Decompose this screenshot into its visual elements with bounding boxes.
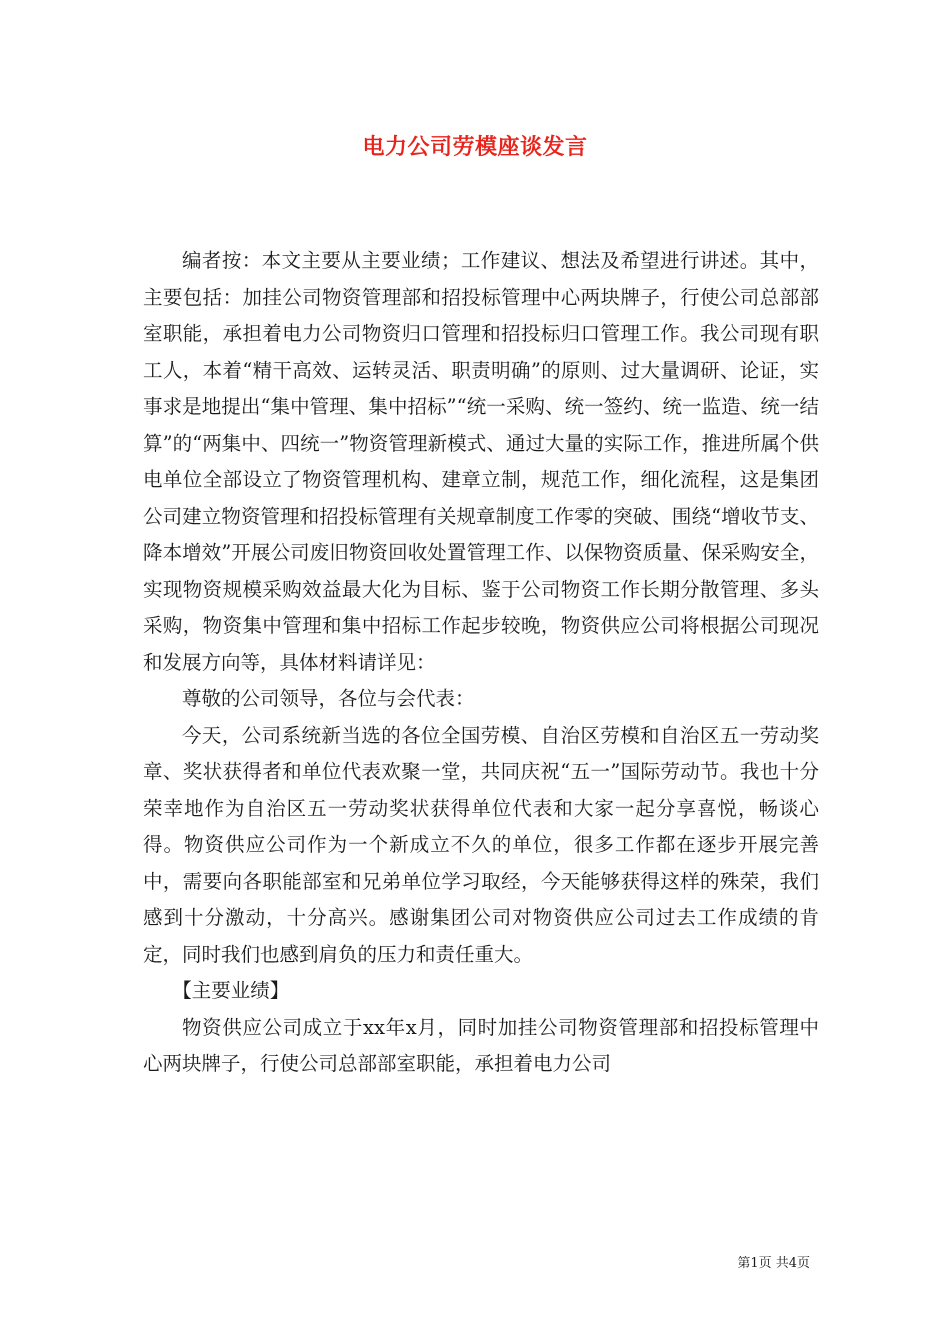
paragraph-opening: 今天，公司系统新当选的各位全国劳模、自治区劳模和自治区五一劳动奖章、奖状获得者和单位代表欢聚一堂，共同庆祝“五一”国际劳动节。我也十分荣幸地作为自治区五一劳动奖状获得单位代表和大家一起分享喜悦，畅谈心得。物资供应公司作为一个新成立不久的单位，很多工作都在逐步开展完善中，需要向各职能部室和兄弟单位学习取经，今天能够获得这样的殊荣，我们感到十分激动，十分高兴。感谢集团公司对物资供应公司过去工作成绩的肯定，同时我们也感到肩负的压力和责任重大。 xyxy=(143,723,819,966)
section-heading-main-achievements: 【主要业绩】 xyxy=(172,979,290,1002)
page-number: 第1页 共4页 xyxy=(737,1256,810,1271)
document-title: 电力公司劳模座谈发言 xyxy=(362,134,588,160)
paragraph-company-intro: 物资供应公司成立于xx年x月，同时加挂公司物资管理部和招投标管理中心两块牌子，行使公司总部部室职能，承担着电力公司 xyxy=(143,1015,819,1075)
paragraph-editor-note: 编者按：本文主要从主要业绩；工作建议、想法及希望进行讲述。其中，主要包括：加挂公司物资管理部和招投标管理中心两块牌子，行使公司总部部室职能，承担着电力公司物资归口管理和招投标归口管理工作。我公司现有职工人，本着“精干高效、运转灵活、职责明确”的原则、过大量调研、论证，实事求是地提出“集中管理、集中招标”“统一采购、统一签约、统一监造、统一结算”的“两集中、四统一”物资管理新模式、通过大量的实际工作，推进所属个供电单位全部设立了物资管理机构、建章立制，规范工作，细化流程，这是集团公司建立物资管理和招投标管理有关规章制度工作零的突破、围绕“增收节支、降本增效”开展公司废旧物资回收处置管理工作、以保物资质量、保采购安全，实现物资规模采购效益最大化为目标、鉴于公司物资工作长期分散管理、多头采购，物资集中管理和集中招标工作起步较晚，物资供应公司将根据公司现况和发展方向等，具体材料请详见： xyxy=(143,249,819,674)
document-body xyxy=(143,243,819,1083)
paragraph-salutation: 尊敬的公司领导，各位与会代表： xyxy=(182,687,475,710)
